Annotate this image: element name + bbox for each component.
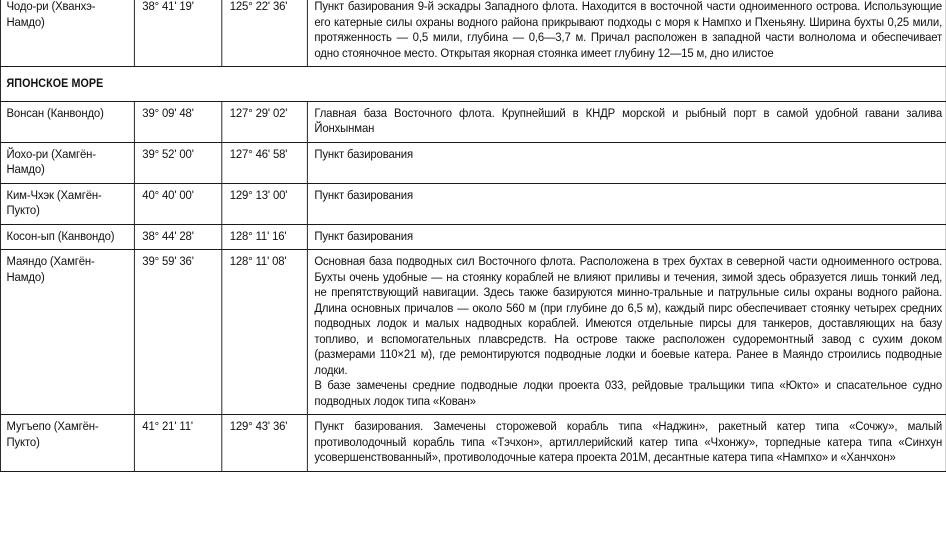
description-paragraph: Пункт базирования 9-й эскадры Западного флота. Находится в восточной части одноименного острова. Использующие его катерные силы охраны водного района прикрывают подходы с моря к Нампхо и Пхеньяну. Ширина бухты 0,25 мили, протяженность — 0,5 мили, глубина — 0,6—3,7 м. Причал расположен в западной части волнолома и обеспечивает одно стояночное место. Открытая якорная стоянка имеет глубину 12—15 м, дно илистое (314, 0, 943, 60)
latitude-cell: 39° 09' 48' (134, 101, 221, 142)
base-name-cell: Чодо-ри (Хванхэ-Намдо) (0, 0, 134, 67)
base-name-cell: Мугъепо (Хамгён-Пукто) (0, 415, 134, 472)
latitude-cell: 41° 21' 11' (134, 415, 221, 472)
base-name-cell: Йохо-ри (Хамгён-Намдо) (0, 142, 134, 183)
base-name-cell: Ким-Чхэк (Хамгён-Пукто) (0, 183, 134, 224)
description-paragraph: Основная база подводных сил Восточного флота. Расположена в трех бухтах в северной части одноименного острова. Бухты очень удобные — на стоянку кораблей не влияют приливы и течения, зимой здесь образуется лишь тонкий лед, не препятствующий навигации. Здесь также базируются минно-тральные и патрульные силы охраны водного района. Длина основных причалов — около 560 м (при глубине до 6,5 м), каждый пирс обеспечивает стоянку четырех средних подводных лодок и малых надводных кораблей. Имеются отдельные пирсы для танкеров, доставляющих на базу топливо, и вспомогательных плавсредств. На острове также расположен судоремонтный завод с сухим доком (размерами 110×21 м), где ремонтируются подводные лодки и боевые катера. Ранее в Маяндо строились подводные лодки. (314, 254, 943, 377)
description-cell (307, 224, 946, 250)
longitude-cell: 127° 46' 58' (222, 142, 308, 183)
description-paragraph: Пункт базирования. Замечены сторожевой корабль типа «Наджин», ракетный катер типа «Сочжу», малый противолодочный корабль типа «Тэчхон», артиллерийский катер типа «Чхонжу», торпедные катера типа «Синхун усовершенствованный», противолодочные катера проекта 201М, десантные катера типа «Нампхо» и «Ханчхон» (314, 419, 943, 464)
section-header-row (0, 67, 946, 102)
latitude-cell: 39° 59' 36' (134, 250, 221, 415)
longitude-cell: 129° 13' 00' (222, 183, 308, 224)
latitude-cell: 40° 40' 00' (134, 183, 221, 224)
description-paragraph: Пункт базирования (314, 187, 413, 202)
base-name-cell: Вонсан (Канвондо) (0, 101, 134, 142)
description-cell (307, 250, 946, 415)
description-paragraph: Пункт базирования (314, 228, 413, 243)
longitude-cell: 125° 22' 36' (222, 0, 308, 67)
latitude-cell: 39° 52' 00' (134, 142, 221, 183)
description-paragraph: В базе замечены средние подводные лодки проекта 033, рейдовые тральщики типа «Юкто» и спасательное судно подводных лодок типа «Кован» (314, 378, 943, 408)
description-cell (307, 415, 946, 472)
table-row (0, 101, 946, 142)
description-paragraph: Главная база Восточного флота. Крупнейший в КНДР морской и рыбный порт в самой удобной гавани залива Йонхынман (314, 105, 943, 135)
latitude-cell: 38° 44' 28' (134, 224, 221, 250)
longitude-cell: 127° 29' 02' (222, 101, 308, 142)
table-row (0, 142, 946, 183)
description-cell (307, 0, 946, 67)
longitude-cell: 128° 11' 16' (222, 224, 308, 250)
table-row (0, 415, 946, 472)
table-row (0, 250, 946, 415)
description-cell (307, 183, 946, 224)
description-cell (307, 101, 946, 142)
base-name-cell: Маяндо (Хамгён-Намдо) (0, 250, 134, 415)
latitude-cell: 38° 41' 19' (134, 0, 221, 67)
table-row (0, 183, 946, 224)
table-row (0, 224, 946, 250)
longitude-cell: 128° 11' 08' (222, 250, 308, 415)
longitude-cell: 129° 43' 36' (222, 415, 308, 472)
description-paragraph: Пункт базирования (314, 146, 413, 161)
table-row (0, 0, 946, 67)
base-name-cell: Косон-ып (Канвондо) (0, 224, 134, 250)
section-title: ЯПОНСКОЕ МОРЕ (0, 67, 946, 102)
description-cell (307, 142, 946, 183)
